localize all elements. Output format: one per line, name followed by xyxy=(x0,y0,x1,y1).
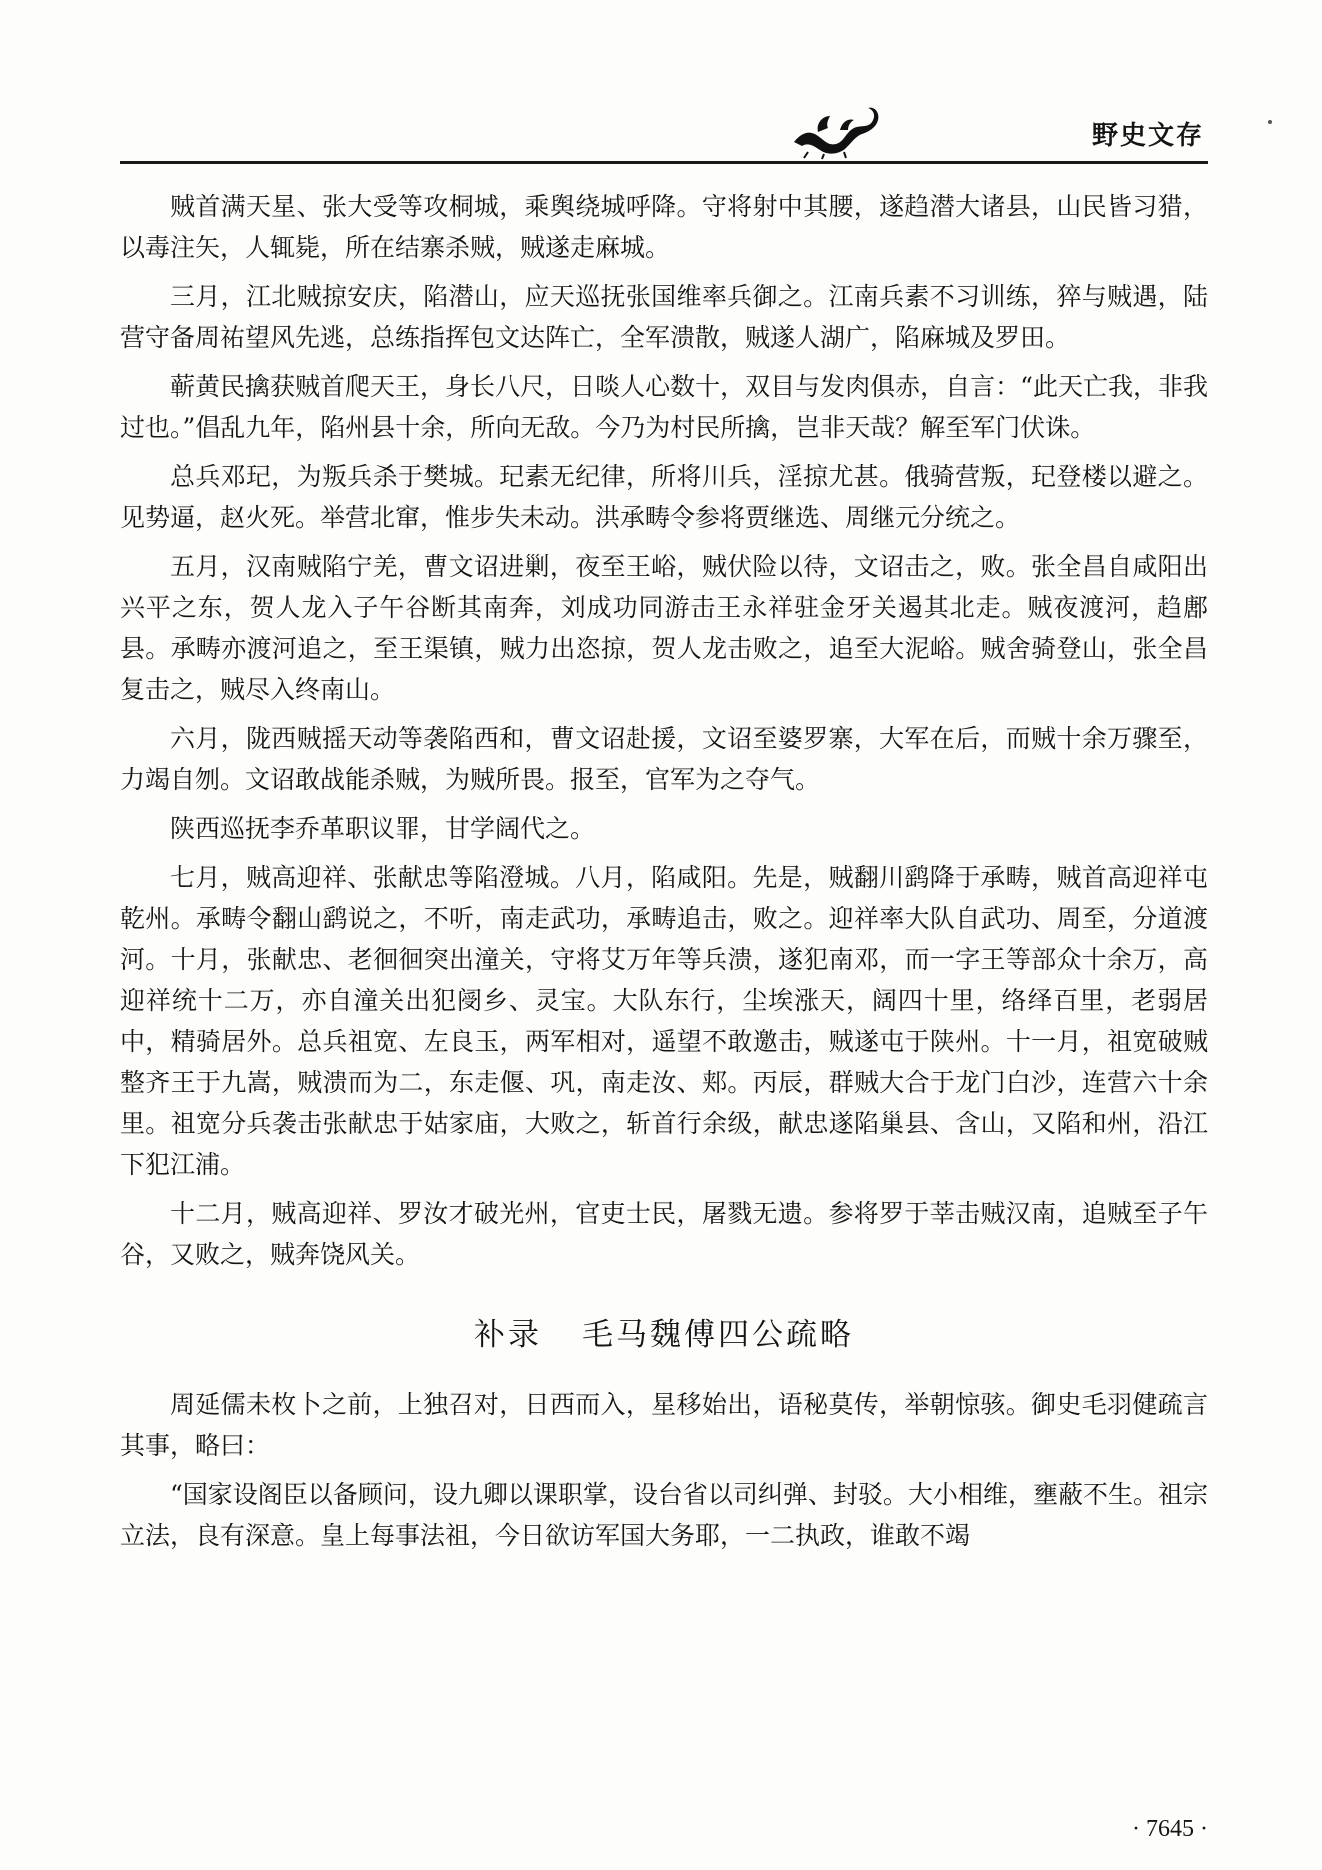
running-header xyxy=(120,100,1208,164)
paragraph: 总兵邓玘，为叛兵杀于樊城。玘素无纪律，所将川兵，淫掠尤甚。俄骑营叛，玘登楼以避之。见势逼，赵火死。举营北窜，惟步失未动。洪承畴令参将贾继选、周继元分统之。 xyxy=(120,462,1208,532)
paragraph: 五月，汉南贼陷宁羌，曹文诏进剿，夜至王峪，贼伏险以待，文诏击之，败。张全昌自咸阳出兴平之东，贺人龙入子午谷断其南奔，刘成功同游击王永祥驻金牙关遏其北走。贼夜渡河，趋鄌县。承畴亦渡河追之，至王渠镇，贼力出恣掠，贺人龙击败之，追至大泥峪。贼舍骑登山，张全昌复击之，贼尽入终南山。 xyxy=(120,552,1208,704)
paragraph: 蕲黄民擒获贼首爬天王，身长八尺，日啖人心数十，双目与发肉俱赤，自言：“此天亡我，非我过也。”倡乱九年，陷州县十余，所向无敌。今乃为村民所擒，岂非天哉？解至军门伏诛。 xyxy=(120,372,1208,442)
paragraph: 六月，陇西贼摇天动等袭陷西和，曹文诏赴援，文诏至婆罗寨，大军在后，而贼十余万骤至，力竭自刎。文诏敢战能杀贼，为贼所畏。报至，官军为之夺气。 xyxy=(120,724,1208,794)
paragraph: 贼首满天星、张大受等攻桐城，乘舆绕城呼降。守将射中其腰，遂趋潜大诸县，山民皆习猎，以毒注矢，人辄毙，所在结寨杀贼，贼遂走麻城。 xyxy=(120,192,1208,262)
header-rule xyxy=(120,161,1208,164)
paragraph: “国家设阁臣以备顾问，设九卿以课职掌，设台省以司纠弹、封驳。大小相维，壅蔽不生。祖宗立法，良有深意。皇上每事法祖，今日欲访军国大务耶，一二执政，谁敢不竭 xyxy=(120,1480,1208,1550)
speck xyxy=(1268,120,1272,124)
paragraph: 七月，贼高迎祥、张献忠等陷澄城。八月，陷咸阳。先是，贼翻川鹞降于承畴，贼首高迎祥屯乾州。承畴令翻山鹞说之，不听，南走武功，承畴追击，败之。迎祥率大队自武功、周至，分道渡河。十月，张献忠、老徊徊突出潼关，守将艾万年等兵溃，遂犯南邓，而一字王等部众十余万，高迎祥统十二万，亦自潼关出犯阌乡、灵宝。大队东行，尘埃涨天，阔四十里，络绎百里，老弱居中，精骑居外。总兵祖宽、左良玉，两军相对，遥望不敢邀击，贼遂屯于陕州。十一月，祖宽破贼整齐王于九嵩，贼溃而为二，东走偃、巩，南走汝、郏。丙辰，群贼大合于龙门白沙，连营六十余里。祖宽分兵袭击张献忠于姑家庙，大败之，斩首行余级，献忠遂陷巢县、含山，又陷和州，沿江下犯江浦。 xyxy=(120,863,1208,1179)
section-heading-part2: 毛马魏傅四公疏略 xyxy=(582,1317,854,1353)
paragraph: 周延儒未枚卜之前，上独召对，日西而入，星移始出，语秘莫传，举朝惊骇。御史毛羽健疏言其事，略曰： xyxy=(120,1390,1208,1460)
dragon-icon xyxy=(788,102,882,160)
page-number: · 7645 · xyxy=(1132,1816,1208,1842)
section-heading-part1: 补录 xyxy=(474,1317,542,1353)
page-body xyxy=(120,186,1208,1564)
paragraph: 陕西巡抚李乔革职议罪，甘学阔代之。 xyxy=(170,814,596,843)
paragraph: 三月，江北贼掠安庆，陷潜山，应天巡抚张国维率兵御之。江南兵素不习训练，猝与贼遇，陆营守备周祐望风先逃，总练指挥包文达阵亡，全军溃散，贼遂人湖广，陷麻城及罗田。 xyxy=(120,282,1208,352)
section-name: 野史文存 xyxy=(1091,121,1204,151)
paragraph: 十二月，贼高迎祥、罗汝才破光州，官吏士民，屠戮无遗。参将罗于莘击贼汉南，追贼至子午谷，又败之，贼奔饶风关。 xyxy=(120,1199,1208,1269)
section-heading xyxy=(120,1309,1208,1354)
